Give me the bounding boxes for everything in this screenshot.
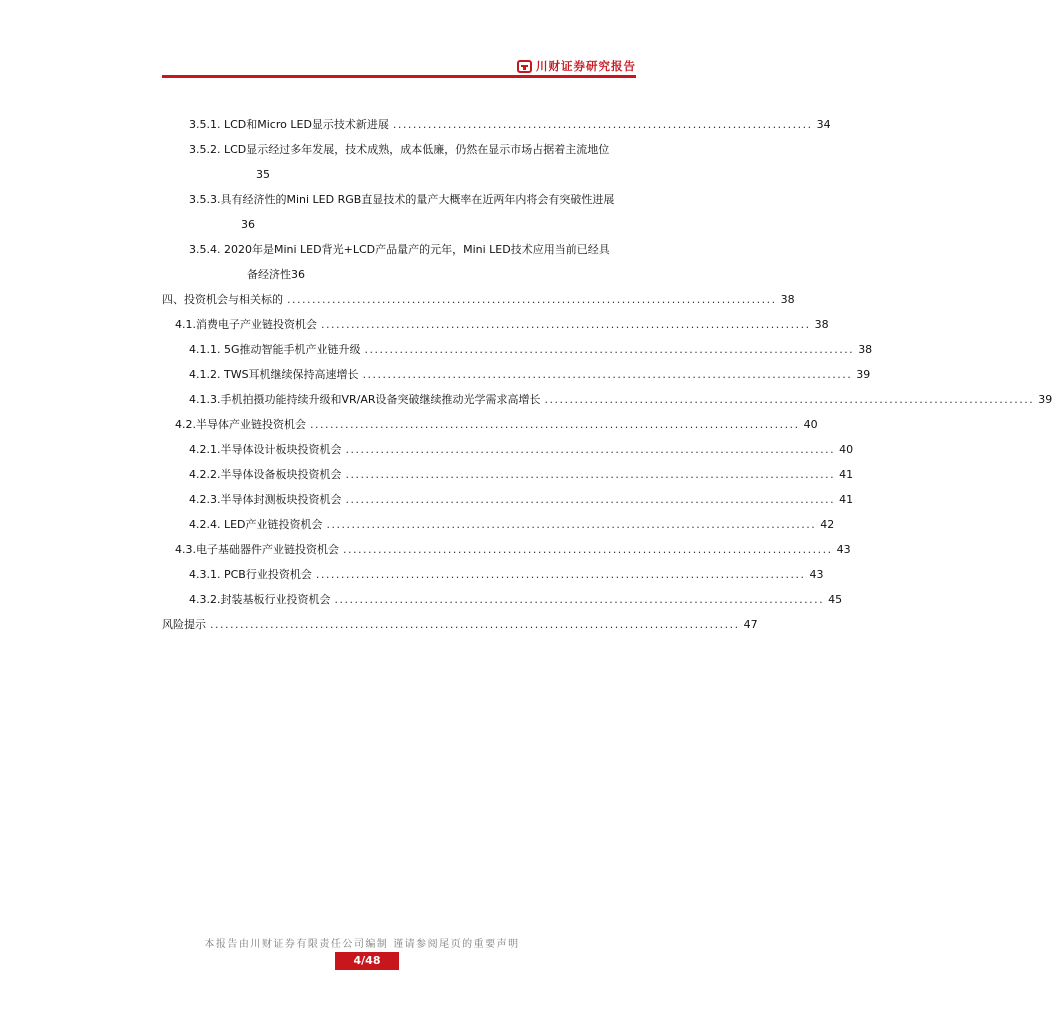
toc-entry-label: 3.5.1. LCD和Micro LED显示技术新进展 xyxy=(189,118,389,131)
toc-leader-dots: .................................................................................................. xyxy=(345,468,836,481)
toc-entry[interactable] xyxy=(162,112,831,137)
toc-entry-label-continued: 备经济性 xyxy=(247,268,291,281)
toc-entry-page: 38 xyxy=(858,343,873,356)
toc-entry[interactable] xyxy=(162,512,835,537)
toc-entry-label: 风险提示 xyxy=(162,618,206,631)
toc-entry[interactable] xyxy=(162,237,656,287)
toc-entry[interactable] xyxy=(162,337,873,362)
toc-entry[interactable] xyxy=(162,562,824,587)
toc-entry[interactable] xyxy=(162,312,829,337)
toc-leader-dots: .................................................................................................. xyxy=(345,443,836,456)
toc-entry-label: 4.3.1. PCB行业投资机会 xyxy=(189,568,312,581)
toc-entry-page: 38 xyxy=(780,293,795,306)
toc-entry-label: 3.5.4. 2020年是Mini LED背光+LCD产品量产的元年，Mini LED技术应用当前已经具 xyxy=(189,243,610,256)
page-indicator: 4/48 xyxy=(335,952,399,970)
toc-entry[interactable] xyxy=(162,462,854,487)
toc-entry[interactable] xyxy=(162,362,871,387)
toc-entry-page: 41 xyxy=(839,468,854,481)
toc-entry-page: 34 xyxy=(816,118,831,131)
toc-entry-label: 3.5.2. LCD显示经过多年发展，技术成熟，成本低廉，仍然在显示市场占据着主流地位 xyxy=(189,143,610,156)
brand-logo-icon xyxy=(517,60,532,73)
toc-entry-page: 45 xyxy=(828,593,843,606)
toc-entry-label: 4.1.消费电子产业链投资机会 xyxy=(175,318,317,331)
toc-entry-label: 4.2.2.半导体设备板块投资机会 xyxy=(189,468,342,481)
toc-leader-dots: .................................................................................................. xyxy=(326,518,817,531)
toc-entry[interactable] xyxy=(162,387,1052,412)
toc-entry-page: 39 xyxy=(1038,393,1052,406)
footer-disclaimer: 本报告由川财证券有限责任公司编制 谨请参阅尾页的重要声明 xyxy=(204,939,520,950)
toc-leader-dots: .................................................................................................. xyxy=(287,293,777,306)
toc-leader-dots: .................................................................................................. xyxy=(364,343,855,356)
toc-leader-dots: .................................................................................................. xyxy=(544,393,1035,406)
toc-entry-page: 42 xyxy=(820,518,835,531)
toc-entry-label: 4.2.3.半导体封测板块投资机会 xyxy=(189,493,342,506)
toc-leader-dots: .................................................................................................. xyxy=(334,593,825,606)
toc-leader-dots: .................................................................................................. xyxy=(345,493,836,506)
toc-entry-label: 4.3.2.封装基板行业投资机会 xyxy=(189,593,331,606)
toc-entry[interactable] xyxy=(162,437,854,462)
toc-entry-label: 四、投资机会与相关标的 xyxy=(162,293,283,306)
toc-entry[interactable] xyxy=(162,612,758,637)
brand-title: 川财证券研究报告 xyxy=(536,59,636,73)
brand-header xyxy=(517,58,636,74)
toc-entry-label: 4.1.1. 5G推动智能手机产业链升级 xyxy=(189,343,361,356)
toc-leader-dots: .................................................................................................. xyxy=(343,543,833,556)
toc-entry-label: 4.3.电子基础器件产业链投资机会 xyxy=(175,543,339,556)
toc-leader-dots: .......................................................................................................... xyxy=(210,618,740,631)
toc-entry-page: 41 xyxy=(839,493,854,506)
toc-leader-dots: .................................................................................................. xyxy=(362,368,853,381)
toc-entry[interactable] xyxy=(162,537,851,562)
toc-entry-label: 4.2.半导体产业链投资机会 xyxy=(175,418,306,431)
toc-leader-dots: .................................................................................................. xyxy=(310,418,800,431)
toc-entry-page: 36 xyxy=(241,218,255,231)
toc-entry-page: 35 xyxy=(256,168,270,181)
toc-entry-label: 4.2.4. LED产业链投资机会 xyxy=(189,518,323,531)
header-rule xyxy=(162,75,636,78)
toc-entry-page: 47 xyxy=(743,618,758,631)
toc-entry-label: 3.5.3.具有经济性的Mini LED RGB直显技术的量产大概率在近两年内将会有突破性进展 xyxy=(189,193,615,206)
toc-entry-page: 40 xyxy=(839,443,854,456)
toc-entry[interactable] xyxy=(162,137,656,187)
toc-entry[interactable] xyxy=(162,487,854,512)
toc-entry-label: 4.1.3.手机拍摄功能持续升级和VR/AR设备突破继续推动光学需求高增长 xyxy=(189,393,541,406)
toc-entry-page: 38 xyxy=(814,318,829,331)
toc-entry-page: 39 xyxy=(856,368,871,381)
toc-entry[interactable] xyxy=(162,412,818,437)
toc-entry-page: 40 xyxy=(803,418,818,431)
toc-entry[interactable] xyxy=(162,187,656,237)
toc-entry-page: 36 xyxy=(291,268,305,281)
toc-entry-label: 4.2.1.半导体设计板块投资机会 xyxy=(189,443,342,456)
toc-leader-dots: .................................................................................................. xyxy=(315,568,806,581)
toc-leader-dots: .................................................................................... xyxy=(392,118,813,131)
toc-entry[interactable] xyxy=(162,287,795,312)
toc-entry-page: 43 xyxy=(836,543,851,556)
toc-entry-label: 4.1.2. TWS耳机继续保持高速增长 xyxy=(189,368,359,381)
toc-leader-dots: .................................................................................................. xyxy=(321,318,811,331)
toc-entry-continuation xyxy=(189,262,656,287)
toc-entry[interactable] xyxy=(162,587,843,612)
toc-entry-page: 43 xyxy=(809,568,824,581)
table-of-contents xyxy=(162,112,1052,637)
